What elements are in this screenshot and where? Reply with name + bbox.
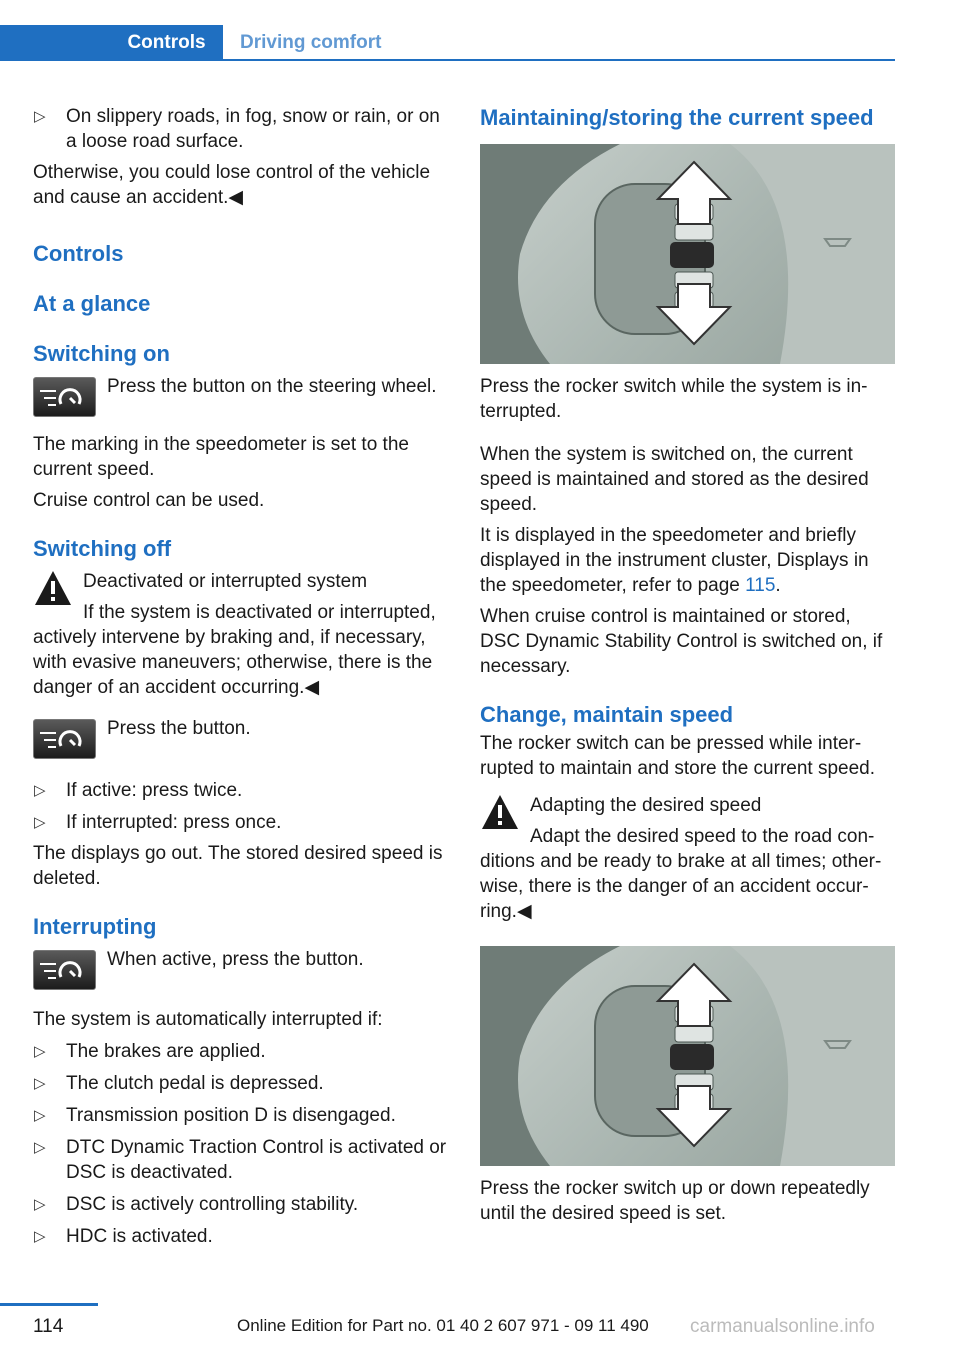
- paragraph: The marking in the speedometer is set to the current speed.: [33, 434, 409, 480]
- page-number: 114: [33, 1316, 64, 1337]
- paragraph: Press the rocker switch while the system is in‐ terrupted.: [480, 376, 868, 422]
- list-item: ▷ HDC is activated.: [34, 1226, 213, 1247]
- cruise-control-button-icon: [33, 377, 96, 417]
- switch-on-row: Press the button on the steering wheel.: [33, 374, 449, 414]
- watermark: carmanualsonline.info: [690, 1316, 875, 1337]
- list-item: ▷ On slippery roads, in fog, snow or rain, or on a loose road surface.: [34, 106, 440, 152]
- steering-wheel-rocker-illustration: [480, 946, 895, 1166]
- heading-change-maintain: Change, maintain speed: [480, 702, 734, 727]
- triangle-right-icon: ▷: [34, 1228, 46, 1245]
- triangle-right-icon: ▷: [34, 1196, 46, 1213]
- paragraph: The displays go out. The stored desired speed is deleted.: [33, 843, 443, 889]
- paragraph: When cruise control is maintained or stored, DSC Dynamic Stability Control is switched on, if necessary.: [480, 606, 883, 677]
- heading-controls: Controls: [33, 241, 124, 266]
- heading-maintaining-storing: Maintaining/storing the current speed: [480, 105, 874, 130]
- cruise-control-button-icon: [33, 950, 96, 990]
- triangle-right-icon: ▷: [34, 814, 46, 831]
- list-item: ▷ Transmission position D is disengaged.: [34, 1105, 396, 1126]
- heading-interrupting: Interrupting: [33, 914, 157, 939]
- list-item: ▷ DTC Dynamic Traction Control is activated or DSC is deactivated.: [34, 1137, 447, 1183]
- left-column: [33, 104, 449, 1249]
- warning-block: Deactivated or interrupted system If the system is deactivated or interrupted, actively intervene by braking and, if necessary, with evasive maneuvers; otherwise, there is the danger of an accident occurring.◀: [33, 571, 436, 698]
- paragraph: Cruise control can be used.: [33, 490, 265, 511]
- paragraph: Press the rocker switch up or down repeatedly until the desired speed is set.: [480, 1178, 870, 1224]
- heading-switching-on: Switching on: [33, 341, 170, 366]
- triangle-right-icon: ▷: [34, 1107, 46, 1124]
- list-item: ▷ If active: press twice.: [34, 780, 243, 801]
- paragraph: The system is automatically interrupted if:: [33, 1009, 383, 1030]
- footer-accent-line: [0, 1303, 98, 1306]
- triangle-right-icon: ▷: [34, 1075, 46, 1092]
- paragraph: When the system is switched on, the current speed is maintained and stored as the desired speed.: [480, 444, 869, 515]
- list-item: ▷ DSC is actively controlling stability.: [34, 1194, 359, 1215]
- warning-triangle-icon: [480, 793, 520, 831]
- triangle-right-icon: ▷: [34, 782, 46, 799]
- cruise-control-button-icon: [33, 719, 96, 759]
- paragraph: Otherwise, you could lose control of the vehicle and cause an accident.◀: [33, 162, 431, 208]
- interrupt-row: When active, press the button.: [33, 947, 449, 987]
- steering-wheel-rocker-photo: [480, 946, 895, 1166]
- press-button-row: Press the button.: [33, 716, 449, 756]
- heading-at-a-glance: At a glance: [33, 291, 151, 316]
- tab-controls-label: Controls: [127, 32, 206, 53]
- triangle-right-icon: ▷: [34, 1043, 46, 1060]
- triangle-right-icon: ▷: [34, 1139, 46, 1156]
- list-item: ▷ The brakes are applied.: [34, 1041, 266, 1062]
- tab-driving-comfort[interactable]: [240, 25, 381, 61]
- list-item: ▷ The clutch pedal is depressed.: [34, 1073, 324, 1094]
- heading-switching-off: Switching off: [33, 536, 172, 561]
- right-column: [480, 104, 896, 1226]
- tab-driving-comfort-label: Driving comfort: [240, 32, 382, 53]
- edition-note: Online Edition for Part no. 01 40 2 607 971 - 09 11 490: [237, 1316, 649, 1335]
- paragraph: The rocker switch can be pressed while inter‐ rupted to maintain and store the current speed.: [480, 733, 876, 779]
- list-item: ▷ If interrupted: press once.: [34, 812, 282, 833]
- header-bar: [0, 25, 895, 61]
- steering-wheel-rocker-photo: [480, 144, 895, 364]
- tab-controls[interactable]: [0, 25, 223, 61]
- page-reference-link[interactable]: 115: [745, 575, 776, 596]
- warning-triangle-icon: [33, 569, 73, 607]
- paragraph: It is displayed in the speedometer and briefly displayed in the instrument cluster, Displays in the speedometer, refer to page 115.: [480, 525, 869, 596]
- triangle-right-icon: ▷: [34, 108, 46, 125]
- steering-wheel-rocker-illustration: [480, 144, 895, 364]
- warning-block: Adapting the desired speed Adapt the desired speed to the road con‐ ditions and be ready to brake at all times; other‐ wise, there is the danger of an accident occur‐ ring.◀: [480, 795, 882, 922]
